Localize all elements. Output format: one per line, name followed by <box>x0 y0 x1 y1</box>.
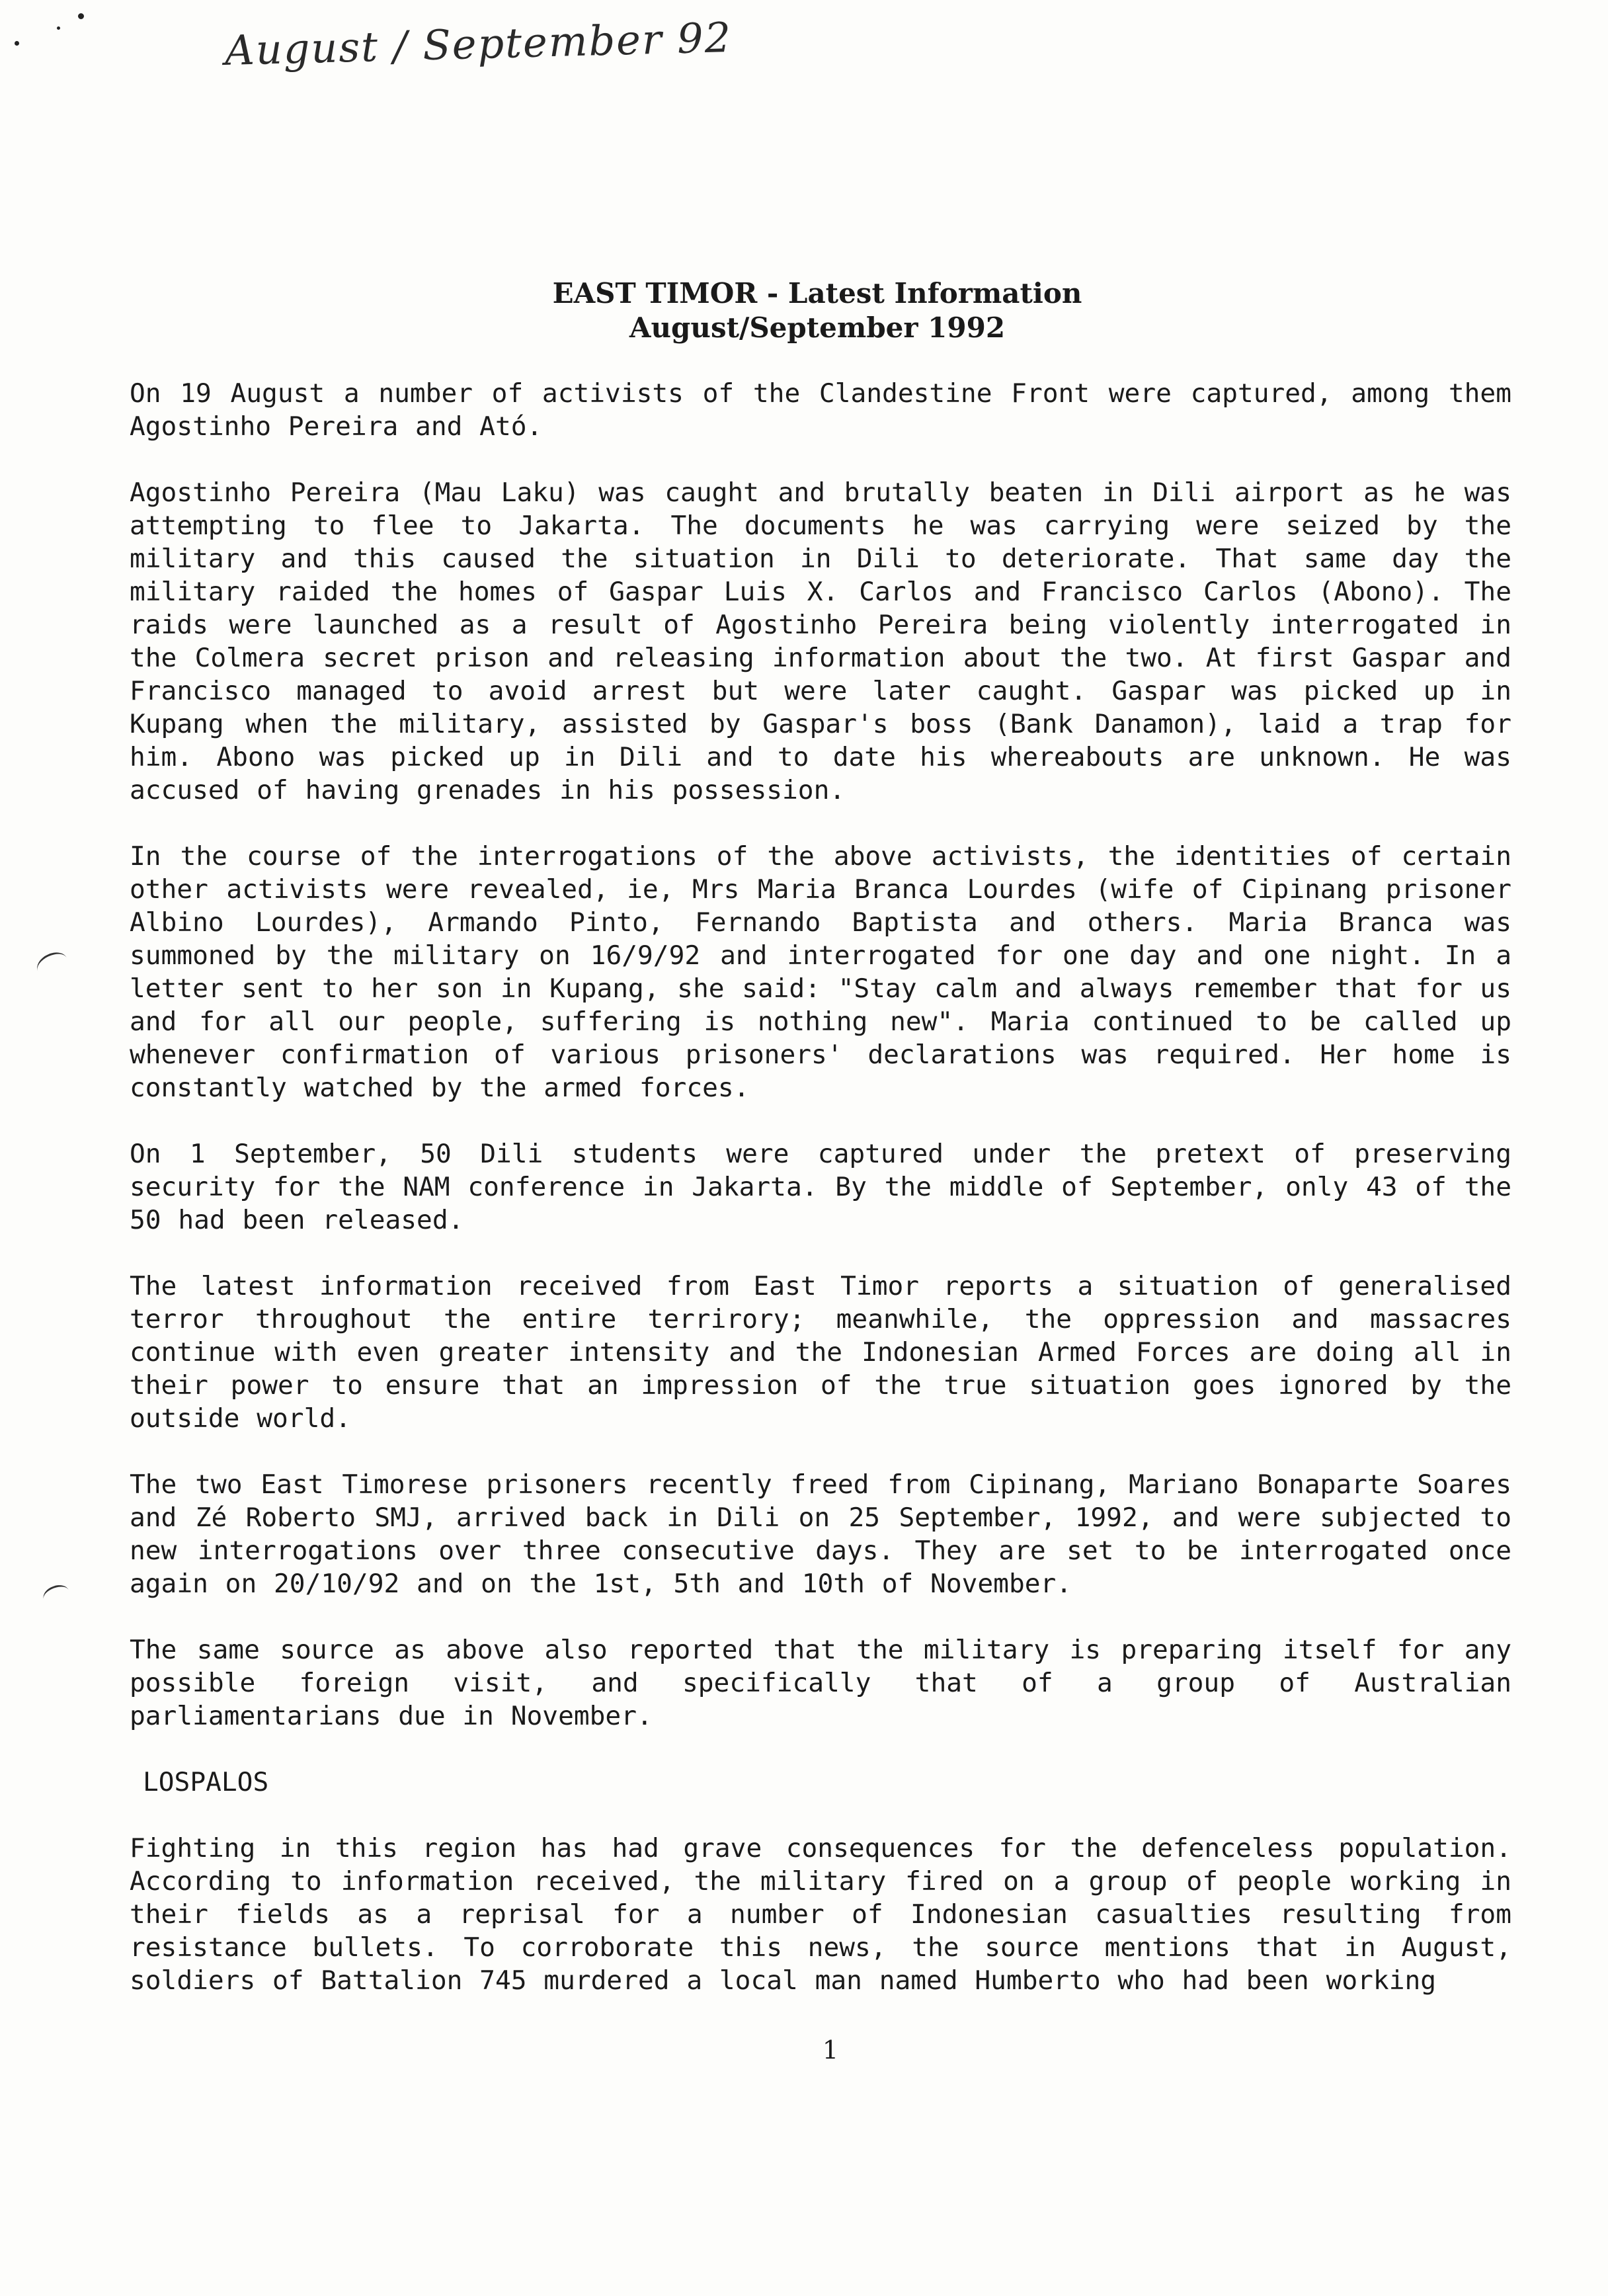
margin-mark <box>33 948 71 981</box>
paragraph: The latest information received from East Timor reports a situation of generalised terror throughout the entire terrirory; meanwhile, the oppression and massacres continue with even greater intensity and the Indonesian Armed Forces are doing all in their power to ensure that an impression of the true situation goes ignored by the outside world. <box>130 1271 1511 1434</box>
paragraph: On 19 August a number of activists of the Clandestine Front were captured, among them Agostinho Pereira and Ató. <box>130 378 1511 442</box>
document-title: EAST TIMOR - Latest Information <box>552 277 1082 309</box>
section-heading-lospalos: LOSPALOS <box>143 1767 269 1797</box>
scan-speck <box>78 13 84 19</box>
section-paragraph: Fighting in this region has had grave consequences for the defenceless population. According to information received, the military fired on a group of people working in their fields as a reprisal for a number of Indonesian casualties resulting from resistance bullets. To corroborate this news, the source mentions that in August, soldiers of Battalion 745 murdered a local man named Humberto who had been working <box>130 1833 1511 1996</box>
title-block <box>0 276 1608 345</box>
paragraph: On 1 September, 50 Dili students were captured under the pretext of preserving security for the NAM conference in Jakarta. By the middle of September, only 43 of the 50 had been released. <box>130 1139 1511 1235</box>
page-number: 1 <box>822 2035 839 2065</box>
paragraph: The same source as above also reported that the military is preparing itself for any possible foreign visit, and specifically that of a group of Australian parliamentarians due in November. <box>130 1635 1511 1731</box>
paragraph: In the course of the interrogations of the above activists, the identities of certain other activists were revealed, ie, Mrs Maria Branca Lourdes (wife of Cipinang prisoner Albino Lourdes), Armando Pinto, Fernando Baptista and others. Maria Branca was summoned by the military on 16/9/92 and interrogated for one day and one night. In a letter sent to her son in Kupang, she said: "Stay calm and always remember that for us and for all our people, suffering is nothing new". Maria continued to be called up whenever confirmation of various prisoners' declarations was required. Her home is constantly watched by the armed forces. <box>130 841 1511 1103</box>
paragraph: Agostinho Pereira (Mau Laku) was caught and brutally beaten in Dili airport as he was attempting to flee to Jakarta. The documents he was carrying were seized by the military and this caused the situation in Dili to deteriorate. That same day the military raided the homes of Gaspar Luis X. Carlos and Francisco Carlos (Abono). The raids were launched as a result of Agostinho Pereira being violently interrogated in the Colmera secret prison and releasing information about the two. At first Gaspar and Francisco managed to avoid arrest but were later caught. Gaspar was picked up in Kupang when the military, assisted by Gaspar's boss (Bank Danamon), laid a trap for him. Abono was picked up in Dili and to date his whereabouts are unknown. He was accused of having grenades in his possession. <box>130 477 1511 805</box>
margin-mark <box>41 1582 72 1608</box>
scan-speck <box>15 41 19 46</box>
paragraph: The two East Timorese prisoners recently freed from Cipinang, Mariano Bonaparte Soares and Zé Roberto SMJ, arrived back in Dili on 25 September, 1992, and were subjected to new interrogations over three consecutive days. They are set to be interrogated once again on 20/10/92 and on the 1st, 5th and 10th of November. <box>130 1469 1511 1599</box>
scan-speck <box>57 26 60 30</box>
document-subtitle: August/September 1992 <box>629 311 1006 344</box>
handwritten-date-note: August / September 92 <box>224 13 733 75</box>
document-body <box>130 377 1511 2030</box>
